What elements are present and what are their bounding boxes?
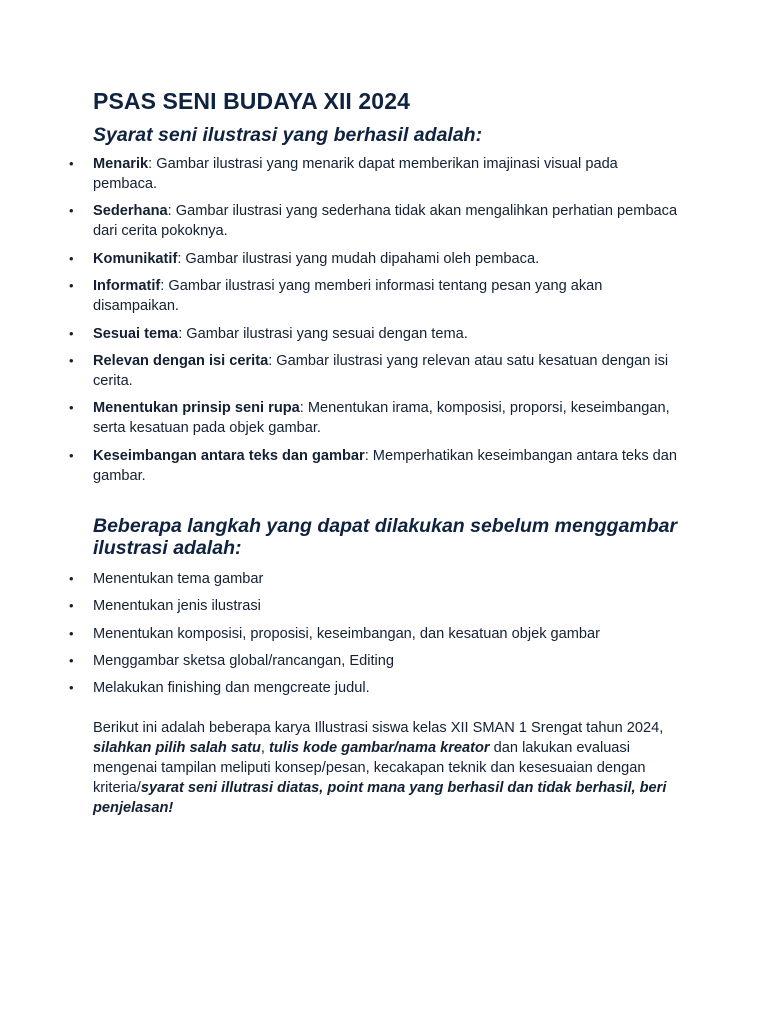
bullet-icon: • xyxy=(69,156,74,171)
item-desc: : Gambar ilustrasi yang relevan atau satu kesatuan dengan isi cerita. xyxy=(93,352,669,389)
step-text: Melakukan finishing dan mengcreate judul. xyxy=(93,680,370,697)
item-term: Menarik xyxy=(93,156,149,172)
bullet-icon: • xyxy=(69,203,74,219)
closing-text: dan lakukan evaluasi mengenai tampilan meliputi konsep/pesan, kecakapan teknik dan kesesuaian dengan kriteria/ xyxy=(93,740,646,797)
item-desc: : Gambar ilustrasi yang sederhana tidak akan mengalihkan perhatian pembaca dari cerita pokoknya. xyxy=(93,203,678,240)
step-text: Menentukan jenis ilustrasi xyxy=(93,598,261,615)
item-term: Sesuai tema xyxy=(93,325,179,342)
item-term: Menentukan prinsip seni rupa xyxy=(93,400,300,417)
list-item xyxy=(69,651,683,671)
list-item xyxy=(69,624,683,644)
list-item xyxy=(69,351,683,391)
list-item xyxy=(69,446,683,486)
page-title: PSAS SENI BUDAYA XII 2024 xyxy=(93,88,410,114)
list-item xyxy=(69,276,683,316)
steps-list xyxy=(69,569,683,699)
bullet-icon: • xyxy=(69,652,74,668)
criteria-list xyxy=(69,154,683,486)
list-item xyxy=(69,249,683,269)
item-term: Sederhana xyxy=(93,203,168,220)
list-item xyxy=(69,678,683,698)
item-desc: : Memperhatikan keseimbangan antara teks dan gambar. xyxy=(93,447,678,484)
bullet-icon: • xyxy=(69,680,74,696)
item-desc: : Gambar ilustrasi yang mudah dipahami oleh pembaca. xyxy=(177,250,540,267)
bullet-icon: • xyxy=(69,250,74,266)
item-desc: : Gambar ilustrasi yang sesuai dengan tema. xyxy=(178,325,468,342)
bullet-icon: • xyxy=(69,570,74,586)
closing-text: Berikut ini adalah beberapa karya Illustrasi siswa kelas XII SMAN 1 Srengat tahun 2024, xyxy=(93,720,664,737)
bullet-icon: • xyxy=(69,325,74,341)
bullet-icon: • xyxy=(69,625,74,641)
step-text: Menentukan komposisi, proposisi, keseimbangan, dan kesatuan objek gambar xyxy=(93,625,601,642)
item-desc: : Gambar ilustrasi yang menarik dapat memberikan imajinasi visual pada pembaca. xyxy=(93,156,618,192)
list-item xyxy=(69,324,683,344)
bullet-icon: • xyxy=(69,447,74,463)
item-term: Keseimbangan antara teks dan gambar xyxy=(93,447,365,464)
bullet-icon: • xyxy=(69,400,74,416)
list-item xyxy=(69,569,683,589)
closing-paragraph xyxy=(93,718,683,818)
closing-emphasis: tulis kode gambar/nama kreator xyxy=(269,740,490,757)
list-item xyxy=(69,201,683,241)
step-text: Menentukan tema gambar xyxy=(93,570,264,587)
item-desc: : Gambar ilustrasi yang memberi informasi tentang pesan yang akan disampaikan. xyxy=(93,278,603,315)
list-item xyxy=(69,154,683,194)
closing-text: , xyxy=(260,740,269,757)
step-text: Menggambar sketsa global/rancangan, Editing xyxy=(93,652,394,669)
list-item xyxy=(69,398,683,438)
closing-emphasis: silahkan pilih salah satu xyxy=(93,740,261,757)
list-item xyxy=(69,596,683,616)
bullet-icon: • xyxy=(69,278,74,294)
document-page xyxy=(69,86,683,818)
item-term: Relevan dengan isi cerita xyxy=(93,352,269,369)
section-heading-steps: Beberapa langkah yang dapat dilakukan sebelum menggambar ilustrasi adalah: xyxy=(93,514,678,559)
item-term: Informatif xyxy=(93,278,161,295)
item-term: Komunikatif xyxy=(93,250,178,267)
bullet-icon: • xyxy=(69,598,74,614)
section-heading-criteria: Syarat seni ilustrasi yang berhasil adalah: xyxy=(93,124,483,146)
item-desc: : Menentukan irama, komposisi, proporsi, keseimbangan, serta kesatuan pada objek gambar. xyxy=(93,400,670,437)
closing-emphasis: syarat seni illutrasi diatas, point mana yang berhasil dan tidak berhasil, beri penjelasan! xyxy=(93,780,667,817)
bullet-icon: • xyxy=(69,352,74,368)
